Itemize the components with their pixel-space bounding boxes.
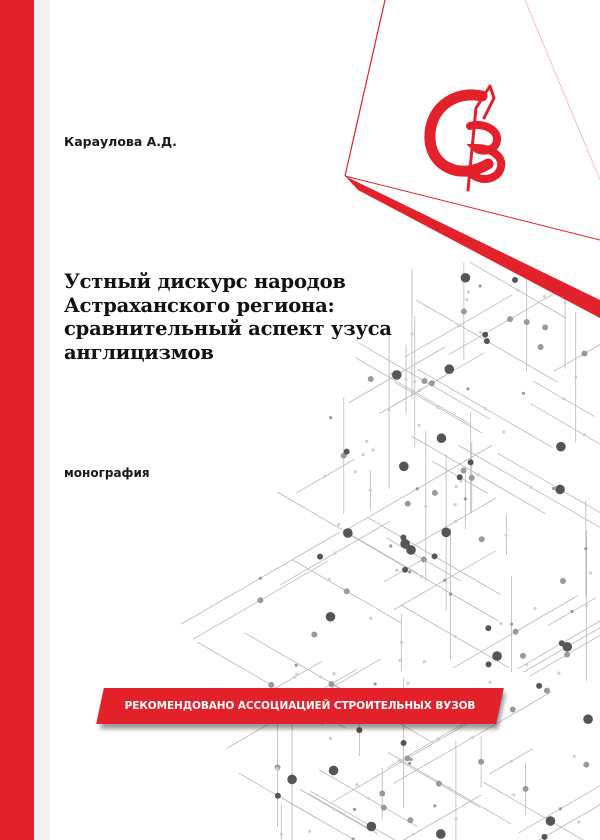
network-node (337, 523, 340, 526)
network-node (436, 781, 442, 787)
network-node (400, 641, 403, 644)
network-node (453, 503, 456, 506)
network-node (454, 520, 457, 523)
network-node (513, 629, 519, 635)
network-node (466, 387, 469, 390)
network-node (454, 817, 457, 820)
network-node (420, 575, 423, 578)
network-node (585, 604, 588, 607)
network-node (395, 569, 398, 572)
network-node (392, 370, 402, 380)
network-node (373, 682, 376, 685)
book-title (64, 270, 392, 364)
network-node (369, 489, 372, 492)
network-node (317, 554, 323, 560)
network-node (355, 783, 358, 786)
network-node (417, 424, 420, 427)
network-node (479, 536, 485, 542)
network-node (418, 389, 421, 392)
network-node (326, 612, 336, 622)
network-node (371, 448, 374, 451)
network-node (259, 577, 262, 580)
network-node (324, 475, 327, 478)
network-node (510, 706, 516, 712)
network-node (412, 833, 415, 836)
network-node (405, 501, 411, 507)
network-node (408, 762, 411, 765)
network-node (388, 409, 391, 412)
network-node (329, 737, 332, 740)
network-node (402, 567, 408, 573)
network-node (564, 652, 570, 658)
network-node (421, 378, 427, 384)
network-node (400, 534, 406, 540)
network-node (367, 797, 370, 800)
network-line (554, 336, 600, 371)
network-node (542, 834, 548, 840)
network-line (483, 782, 600, 840)
network-node (583, 762, 589, 768)
network-line (275, 794, 430, 840)
network-node (444, 364, 454, 374)
network-node (437, 433, 447, 443)
network-node (308, 830, 311, 833)
network-node (410, 332, 413, 335)
network-node (365, 440, 368, 443)
network-node (559, 807, 562, 810)
network-node (404, 378, 407, 381)
network-node (389, 544, 392, 547)
network-node (333, 552, 336, 555)
network-node (486, 661, 492, 667)
network-node (583, 714, 593, 724)
network-node (354, 470, 357, 473)
title-line: Астраханского региона: (64, 293, 335, 317)
network-line (458, 445, 600, 529)
network-line (311, 791, 432, 840)
network-node (538, 344, 544, 350)
network-node (404, 755, 410, 761)
title-line: Устный дискурс народов (64, 270, 346, 293)
network-node (512, 793, 515, 796)
network-node (407, 817, 413, 823)
network-node (523, 786, 529, 792)
network-node (485, 625, 491, 631)
network-node (441, 528, 451, 538)
network-node (556, 442, 566, 452)
network-node (455, 485, 458, 488)
network-node (333, 808, 336, 811)
network-node (555, 485, 565, 495)
network-node (328, 578, 331, 581)
network-node (477, 473, 480, 476)
network-node (344, 449, 350, 455)
network-node (423, 660, 426, 663)
author-name: Караулова А.Д. (64, 134, 177, 149)
network-node (436, 829, 446, 839)
network-node (484, 407, 487, 410)
network-node (468, 459, 474, 465)
network-node (406, 545, 416, 555)
network-node (464, 497, 467, 500)
network-node (413, 380, 416, 383)
title-line: англицизмов (64, 340, 214, 364)
network-node (353, 808, 356, 811)
network-node (505, 534, 508, 537)
network-node (328, 681, 334, 687)
network-node (421, 557, 427, 563)
network-node (432, 490, 438, 496)
network-node (482, 332, 488, 338)
network-node (461, 468, 467, 474)
network-line (498, 453, 600, 525)
genre-label: монография (64, 466, 150, 480)
network-node (522, 392, 525, 395)
network-node (544, 688, 550, 694)
network-node (454, 635, 457, 638)
network-node (295, 673, 298, 676)
network-node (344, 588, 350, 594)
network-node (457, 474, 463, 480)
network-node (332, 672, 335, 675)
network-node (560, 578, 566, 584)
network-node (343, 528, 353, 538)
network-node (557, 672, 560, 675)
network-node (381, 805, 387, 811)
network-node (429, 380, 435, 386)
network-node (408, 570, 411, 573)
network-node (280, 833, 283, 836)
network-node (552, 487, 555, 490)
network-node (311, 632, 317, 638)
network-node (448, 787, 451, 790)
network-node (329, 766, 339, 776)
network-node (416, 487, 419, 490)
network-node (293, 675, 296, 678)
network-node (581, 350, 587, 356)
network-node (411, 389, 414, 392)
network-node (287, 775, 297, 785)
network-node (369, 617, 372, 620)
network-node (492, 651, 502, 661)
network-node (342, 812, 345, 815)
network-node (525, 663, 528, 666)
network-node (469, 475, 475, 481)
network-node (275, 767, 278, 770)
network-node (398, 659, 401, 662)
network-node (410, 758, 413, 761)
network-node (520, 653, 526, 659)
network-node (401, 740, 407, 746)
network-node (319, 675, 322, 678)
network-node (559, 640, 565, 646)
network-node (295, 664, 298, 667)
network-node (499, 622, 502, 625)
network-node (488, 681, 491, 684)
network-node (443, 579, 446, 582)
banner-text: РЕКОМЕНДОВАНО АССОЦИАЦИЕЙ СТРОИТЕЛЬНЫХ ВУЗОВ (124, 700, 476, 712)
network-node (424, 505, 427, 508)
network-line (523, 621, 600, 672)
network-node (573, 755, 576, 758)
network-node (529, 486, 532, 489)
network-node (471, 736, 474, 739)
network-node (406, 682, 409, 685)
network-node (257, 597, 263, 603)
network-node (367, 822, 377, 832)
network-node (536, 683, 542, 689)
network-node (329, 416, 332, 419)
network-node (449, 593, 452, 596)
network-node (589, 571, 592, 574)
network-node (510, 760, 513, 763)
network-node (399, 462, 409, 472)
network-node (478, 759, 484, 765)
network-node (432, 553, 438, 559)
network-node (584, 547, 587, 550)
network-node (362, 453, 365, 456)
asv-logo-icon (410, 78, 530, 198)
network-node (570, 610, 573, 613)
network-node (479, 331, 482, 334)
network-node (436, 406, 439, 409)
network-node (275, 793, 281, 799)
network-node (533, 607, 536, 610)
title-line: сравнительный аспект узуса (64, 317, 392, 340)
network-node (583, 433, 586, 436)
network-node (502, 430, 505, 433)
network-node (379, 790, 385, 796)
network-node (574, 376, 577, 379)
network-node (484, 338, 490, 344)
network-node (433, 804, 436, 807)
network-node (562, 397, 565, 400)
network-node (436, 737, 439, 740)
network-line (531, 404, 600, 466)
network-node (546, 816, 556, 826)
network-node (368, 376, 374, 382)
network-node (577, 820, 580, 823)
network-node (510, 623, 513, 626)
